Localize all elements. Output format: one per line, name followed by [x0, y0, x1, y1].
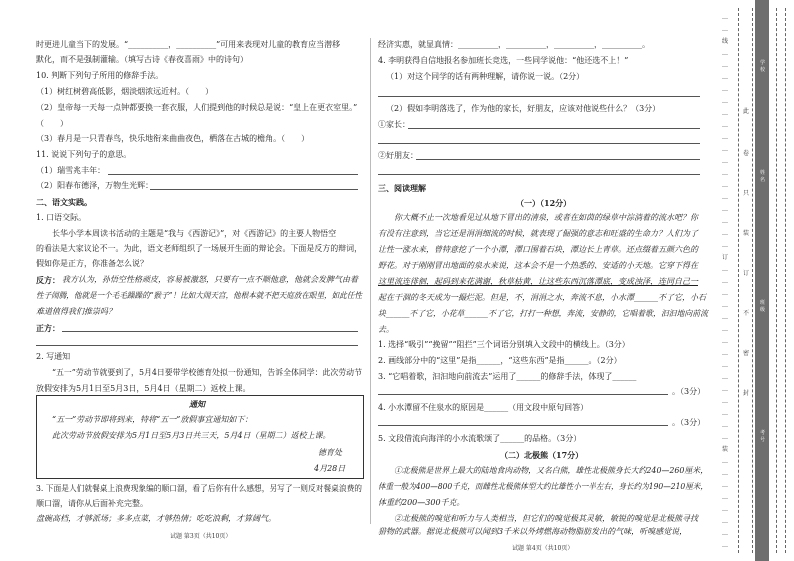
- fan-text-2: 性子闹腾，他就是一个毛毛躁躁的“猴子”！比如大闹天宫，他根本就不把天庭放在眼里，如此任性: [36, 291, 362, 300]
- notice-date: 4月28日: [314, 464, 346, 473]
- margin-mark: …: [722, 314, 728, 321]
- margin-mark: …: [722, 218, 728, 225]
- margin-mark: …: [722, 374, 728, 381]
- question-4-1: （1）对这个同学的话有两种理解，请你说一说。（2分）: [386, 72, 585, 81]
- answer-line[interactable]: [378, 425, 668, 426]
- notice-title: 通知: [189, 399, 205, 409]
- margin-mark: …: [722, 434, 728, 441]
- margin-mark: …: [722, 110, 728, 117]
- student-info-label: 班级: [759, 300, 765, 313]
- question-11: 11. 说说下列句子的意思。: [36, 150, 132, 159]
- question-10-1: （1）树红树碧高低影，烟淡烟浓远近村。（ ）: [36, 87, 214, 96]
- margin-mark: …: [722, 26, 728, 33]
- margin-mark: …: [722, 134, 728, 141]
- margin-mark: …: [722, 458, 728, 465]
- answer-line[interactable]: [378, 143, 700, 144]
- practice-2-text-b: 放假安排为5月1日至5月3日，5月4日（星期二）返校上课。: [36, 384, 251, 393]
- margin-mark: …: [722, 74, 728, 81]
- answer-line[interactable]: [62, 331, 358, 332]
- margin-mark: …: [722, 410, 728, 417]
- margin-mark: …: [722, 482, 728, 489]
- reading-part-2-title: （二）北极熊（17分）: [500, 450, 584, 460]
- reading-question-5: 5. 文段借流向海洋的小水流歌颂了______的品格。（3分）: [378, 434, 582, 443]
- margin-mark: …: [722, 122, 728, 129]
- article-1-line-2: 有没有注意到，当它还是涓涓细流的时候，就表现了倔强的意志和旺盛的生命力？人们为了: [378, 229, 698, 238]
- margin-mark: …: [722, 338, 728, 345]
- practice-3-text-a: 3. 下面是人们就餐桌上浪费现象编的顺口溜，看了后你有什么感想，另写了一则反对餐桌浪费的: [36, 484, 362, 493]
- question-10-2b: （ ）: [36, 119, 68, 128]
- reading-question-4: 4. 小水潭留不住泉水的原因是______（用文段中原句回答）: [378, 403, 589, 412]
- margin-mark: …: [722, 62, 728, 69]
- margin-mark: …: [722, 50, 728, 57]
- margin-mark: …: [722, 362, 728, 369]
- question-11-1: （1）瑞雪兆丰年：: [36, 166, 106, 175]
- practice-2-text-a: “五一”劳动节就要到了，5月4日要带学校德育处拟一份通知，告诉全体同学：此次劳动节: [52, 368, 362, 377]
- cut-line: [776, 8, 777, 553]
- binding-strip: [755, 0, 769, 561]
- margin-mark: …: [722, 146, 728, 153]
- question-11-2: （2）阳春布德泽，万物生光辉：: [36, 181, 154, 190]
- practice-1-text-a: 长华小学本周读书活动的主题是“我与《西游记》”，对《西游记》的主要人物悟空: [52, 229, 337, 238]
- article-1-line-8: 去。: [378, 325, 394, 334]
- friend-label: ②好朋友：: [378, 151, 418, 160]
- article-1-line-3: 让性一涨水来，曾特意挖了一个小潭，潭口围着石块，潭边长上青草。还点缀着五颜六色的: [378, 245, 698, 254]
- binding-word: 不: [742, 310, 749, 317]
- answer-line[interactable]: [378, 96, 700, 97]
- student-info-label: 学校: [759, 60, 765, 73]
- reading-question-1: 1. 选择“吸引”“挽留”“阻拦”三个词语分别填入文段中的横线上。（3分）: [378, 340, 630, 349]
- article-2-line-5: 猎物的武器。据说北极熊可以闻到3千米以外烤燃海动物脂肪发出的气味，听嗅感觉说，: [378, 527, 688, 536]
- student-info-label: 姓名: [759, 170, 765, 183]
- answer-line[interactable]: [416, 159, 700, 160]
- answer-line[interactable]: [378, 394, 668, 395]
- margin-mark: …: [722, 422, 728, 429]
- notice-signature: 德育处: [318, 448, 342, 457]
- practice-3-text-c: 盘碗高档，才够派场；多多点菜，才够热情；吃吃浪剩，才算阔气。: [36, 514, 276, 523]
- reading-question-3: 3. “它唱着歌，汩汩地向前流去”运用了______的修辞手法，体现了______: [378, 372, 637, 381]
- reading-question-3-score: 。（3分）: [672, 387, 706, 396]
- binding-word: 此: [742, 108, 749, 115]
- article-1-line-6: 起在干涸的冬天成为一撮烂泥。但是，不，涓涓之水，奔流不息，小水潭______不了它，小石: [378, 293, 706, 302]
- margin-mark: …: [722, 206, 728, 213]
- practice-1: 1. 口语交际。: [36, 213, 87, 222]
- cut-line: [738, 8, 739, 553]
- practice-1-text-c: 假如你是正方，你准备怎么说？: [36, 259, 148, 268]
- practice-2: 2. 写通知: [36, 352, 71, 361]
- margin-mark: …: [722, 242, 728, 249]
- margin-mark: …: [722, 98, 728, 105]
- margin-mark: …: [722, 194, 728, 201]
- article-2-line-3: 体重约200—300千克。: [378, 498, 465, 507]
- article-1-line-1: 你大概不止一次地看见过从地下冒出的清泉，或者在如茵的绿草中淙淌着的流水吧？你: [394, 213, 698, 222]
- article-2-line-2: 体重一般为400—800千克，而雌性北极熊体型大约比雄性小一半左右，身长约为190—210厘米，: [378, 482, 708, 491]
- article-2-line-1: ①北极熊是世界上最大的陆地食肉动物，又名白熊，雄性北极熊身长大约240—260厘米，: [394, 466, 709, 475]
- practice-1-text-b: 的看法是大家议论不一。为此，语文老师组织了一场展开生面的辩论会。下面是反方的辩词，: [36, 244, 363, 253]
- answer-line[interactable]: [150, 189, 358, 190]
- binding-word: 卷: [742, 150, 749, 157]
- margin-mark: …: [722, 290, 728, 297]
- margin-mark: …: [722, 182, 728, 189]
- cut-line: [752, 8, 753, 553]
- cut-line: [785, 8, 786, 553]
- answer-line[interactable]: [108, 174, 358, 175]
- binding-word: 封: [742, 390, 749, 397]
- article-1-line-5: 这里流连徘徊，起码到来花满谢，秋草枯黄，让这些东西沉落潭底，变成浊泽，连同自己一: [378, 277, 698, 286]
- margin-mark: …: [722, 170, 728, 177]
- margin-mark: …: [722, 302, 728, 309]
- notice-line-2: 此次劳动节放假安排为5月1日至5月3日共三天，5月4日（星期二）返校上课。: [52, 431, 331, 440]
- answer-line[interactable]: [408, 128, 700, 129]
- margin-mark: …: [722, 530, 728, 537]
- page-footer-right: 试题 第4页（共10页）: [512, 545, 574, 552]
- left-line-1: 时更进儿童当下的发展。“__________，__________”可用来表现对儿童的教育应当潜移: [36, 40, 341, 49]
- reading-question-2: 2. 画线部分中的“这里”是指______，“这些东西”是指______。（2分）: [378, 356, 622, 365]
- answer-line[interactable]: [378, 174, 700, 175]
- parent-label: ①家长：: [378, 120, 410, 129]
- margin-mark: 订: [721, 254, 728, 261]
- question-4: 4. 李明获得自信地报名参加班长竞选，一些同学说他：“他还选不上！”: [378, 56, 629, 65]
- article-1-line-4: 野花。对于刚刚冒出地面的泉水来说，这本会不是一个热悉的、安适的小天地。它穿下得在: [378, 261, 698, 270]
- margin-mark: …: [722, 86, 728, 93]
- reading-part-1-title: （一）（12分）: [516, 198, 572, 208]
- margin-mark: …: [722, 158, 728, 165]
- article-2-line-4: ②北极熊的嗅觉和听力与人类相当，但它们的嗅觉极其灵敏，敏锐的嗅觉是北极熊寻找: [394, 514, 698, 523]
- margin-mark: …: [722, 398, 728, 405]
- margin-mark: 装: [721, 446, 728, 453]
- margin-mark: …: [722, 14, 728, 21]
- answer-line[interactable]: [36, 345, 358, 346]
- binding-word: 只: [742, 190, 749, 197]
- margin-mark: …: [722, 350, 728, 357]
- student-info-label: 考号: [759, 430, 765, 443]
- question-10: 10. 判断下列句子所用的修辞手法。: [36, 71, 164, 80]
- binding-word: 装: [742, 230, 749, 237]
- binding-word: 密: [742, 350, 749, 357]
- fan-label: 反方：: [36, 275, 60, 285]
- right-line-1: 经济实惠，就显真情：__________，__________，__________，__________。: [378, 40, 650, 49]
- binding-word: 订: [742, 270, 749, 277]
- margin-mark: …: [722, 470, 728, 477]
- margin-mark: …: [722, 386, 728, 393]
- fan-text-1: 我方认为，孙悟空性格顽皮，容易被激怒，只要有一点不顺他意，他就会发脾气由着: [62, 275, 358, 284]
- practice-3-text-b: 顺口溜，请你从后面补充完整。: [36, 499, 148, 508]
- fan-text-3: 难道值得我们推崇吗？: [36, 307, 116, 316]
- article-1-line-7: 块______不了它，小花草______不了它，打打一种想，奔流，安静的，它唱着歌，汩汩地向前流: [378, 309, 708, 318]
- question-10-3: （3）春月是一只青春鸟，快乐地衔来曲曲夜色，栖落在古城的檐角。（ ）: [36, 134, 310, 143]
- margin-mark: …: [722, 506, 728, 513]
- question-10-2: （2）皇帝每一天每一点钟都要换一套衣服，人们提到他的时候总是说：“皇上在更衣室里。”: [36, 103, 358, 112]
- margin-mark: …: [722, 266, 728, 273]
- page-footer-left: 试题 第3页（共10页）: [170, 533, 232, 540]
- margin-mark: …: [722, 278, 728, 285]
- reading-question-4-score: 。（3分）: [672, 418, 706, 427]
- question-4-2: （2）假如李明落选了，作为他的家长，好朋友，应该对他说些什么？（3分）: [386, 104, 661, 113]
- notice-line-1: “五一”劳动节即将到来，特将“五一”放假事宜通知如下：: [52, 415, 253, 424]
- margin-mark: …: [722, 326, 728, 333]
- margin-mark: …: [722, 542, 728, 549]
- section-2-heading: 二、语文实践。: [36, 197, 92, 207]
- column-divider: [370, 38, 371, 524]
- margin-mark: …: [722, 230, 728, 237]
- section-3-heading: 三、阅读理解: [378, 183, 426, 193]
- margin-mark: 线: [721, 38, 728, 45]
- margin-mark: …: [722, 518, 728, 525]
- margin-mark: …: [722, 494, 728, 501]
- zheng-label: 正方：: [36, 323, 60, 333]
- left-line-2: 默化，而不是强制灌输。（填写古诗《春夜喜雨》中的诗句）: [36, 55, 248, 64]
